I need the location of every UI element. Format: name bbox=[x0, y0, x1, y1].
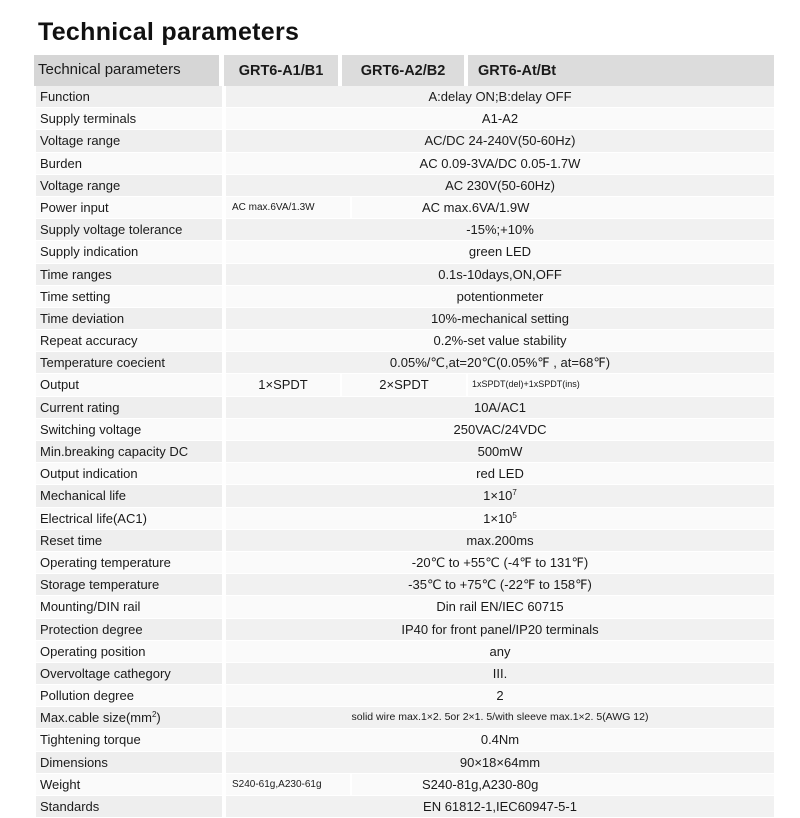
table-row bbox=[36, 397, 774, 419]
output-a2: 2×SPDT bbox=[342, 374, 466, 395]
row-label: Reset time bbox=[36, 530, 222, 551]
row-value: AC/DC 24-240V(50-60Hz) bbox=[226, 130, 774, 151]
row-value: red LED bbox=[226, 463, 774, 484]
row-label: Operating position bbox=[36, 641, 222, 662]
table-row bbox=[36, 663, 774, 685]
row-value: A1-A2 bbox=[226, 108, 774, 129]
table-row bbox=[36, 153, 774, 175]
cable-size-label-end: ) bbox=[156, 710, 161, 726]
parameters-table bbox=[36, 86, 774, 818]
row-label: Mounting/DIN rail bbox=[36, 596, 222, 617]
table-row bbox=[36, 86, 774, 108]
row-value: -35℃ to +75℃ (-22℉ to 158℉) bbox=[226, 574, 774, 595]
row-label: Min.breaking capacity DC bbox=[36, 441, 222, 462]
row-value: 500mW bbox=[226, 441, 774, 462]
row-label: Time deviation bbox=[36, 308, 222, 329]
table-row bbox=[36, 374, 774, 396]
row-label: Overvoltage cathegory bbox=[36, 663, 222, 684]
row-label: Switching voltage bbox=[36, 419, 222, 440]
power-input-a1: AC max.6VA/1.3W bbox=[226, 197, 350, 218]
electrical-life-base: 1×10 bbox=[483, 510, 513, 526]
row-label: Voltage range bbox=[36, 175, 222, 196]
row-label: Current rating bbox=[36, 397, 222, 418]
header-col-grt6-at-bt: GRT6-At/Bt bbox=[468, 55, 774, 86]
row-label: Repeat accuracy bbox=[36, 330, 222, 351]
row-label: Output bbox=[36, 374, 222, 395]
table-row bbox=[36, 352, 774, 374]
table-row bbox=[36, 197, 774, 219]
row-label: Weight bbox=[36, 774, 222, 795]
table-row bbox=[36, 596, 774, 618]
row-label: Burden bbox=[36, 153, 222, 174]
row-label: Temperature coecient bbox=[36, 352, 222, 373]
mechanical-life-base: 1×10 bbox=[483, 488, 513, 504]
row-value: potentionmeter bbox=[226, 286, 774, 307]
row-label: Protection degree bbox=[36, 619, 222, 640]
table-row bbox=[36, 219, 774, 241]
row-label: Pollution degree bbox=[36, 685, 222, 706]
table-row bbox=[36, 530, 774, 552]
row-label: Storage temperature bbox=[36, 574, 222, 595]
row-label: Dimensions bbox=[36, 752, 222, 773]
row-label: Standards bbox=[36, 796, 222, 817]
table-header bbox=[34, 55, 774, 86]
row-label: Tightening torque bbox=[36, 729, 222, 750]
header-label: Technical parameters bbox=[34, 55, 219, 86]
row-value: EN 61812-1,IEC60947-5-1 bbox=[226, 796, 774, 817]
table-row bbox=[36, 463, 774, 485]
mechanical-life-exponent: 7 bbox=[512, 488, 517, 498]
row-value: green LED bbox=[226, 241, 774, 262]
header-col-grt6-a1-b1: GRT6-A1/B1 bbox=[224, 55, 338, 86]
row-value: 0.2%-set value stability bbox=[226, 330, 774, 351]
table-row bbox=[36, 685, 774, 707]
row-label: Voltage range bbox=[36, 130, 222, 151]
row-value: 0.4Nm bbox=[226, 729, 774, 750]
row-value: max.200ms bbox=[226, 530, 774, 551]
table-row bbox=[36, 130, 774, 152]
header-col-grt6-a2-b2: GRT6-A2/B2 bbox=[342, 55, 464, 86]
power-input-a2-at: AC max.6VA/1.9W bbox=[352, 197, 774, 218]
row-label: Supply indication bbox=[36, 241, 222, 262]
row-value: 10A/AC1 bbox=[226, 397, 774, 418]
output-a1: 1×SPDT bbox=[226, 374, 340, 395]
row-value: 250VAC/24VDC bbox=[226, 419, 774, 440]
row-value: A:delay ON;B:delay OFF bbox=[226, 86, 774, 107]
table-row bbox=[36, 619, 774, 641]
weight-a2-at: S240-81g,A230-80g bbox=[352, 774, 774, 795]
table-row bbox=[36, 729, 774, 751]
table-row bbox=[36, 552, 774, 574]
table-row bbox=[36, 330, 774, 352]
cable-size-label: Max.cable size(mm bbox=[40, 710, 152, 726]
table-row bbox=[36, 241, 774, 263]
row-value: -15%;+10% bbox=[226, 219, 774, 240]
row-value bbox=[226, 485, 774, 506]
page-title: Technical parameters bbox=[38, 18, 300, 46]
row-value: Din rail EN/IEC 60715 bbox=[226, 596, 774, 617]
table-row bbox=[36, 574, 774, 596]
row-value: III. bbox=[226, 663, 774, 684]
table-row bbox=[36, 286, 774, 308]
table-row bbox=[36, 796, 774, 818]
weight-a1: S240-61g,A230-61g bbox=[226, 774, 350, 795]
table-row bbox=[36, 752, 774, 774]
output-at: 1xSPDT(del)+1xSPDT(ins) bbox=[468, 374, 774, 395]
table-row bbox=[36, 419, 774, 441]
row-value: 2 bbox=[226, 685, 774, 706]
row-value: AC 0.09-3VA/DC 0.05-1.7W bbox=[226, 153, 774, 174]
table-row bbox=[36, 508, 774, 530]
row-value: IP40 for front panel/IP20 terminals bbox=[226, 619, 774, 640]
table-row bbox=[36, 308, 774, 330]
cable-size-label-exponent: 2 bbox=[151, 710, 157, 720]
table-row bbox=[36, 774, 774, 796]
row-label: Electrical life(AC1) bbox=[36, 508, 222, 529]
row-label bbox=[36, 707, 222, 728]
row-value: -20℃ to +55℃ (-4℉ to 131℉) bbox=[226, 552, 774, 573]
table-row bbox=[36, 485, 774, 507]
row-label: Supply voltage tolerance bbox=[36, 219, 222, 240]
table-row bbox=[36, 175, 774, 197]
row-value: 0.05%/℃,at=20℃(0.05%℉ , at=68℉) bbox=[226, 352, 774, 373]
row-label: Mechanical life bbox=[36, 485, 222, 506]
row-label: Supply terminals bbox=[36, 108, 222, 129]
row-label: Output indication bbox=[36, 463, 222, 484]
row-label: Function bbox=[36, 86, 222, 107]
row-value: any bbox=[226, 641, 774, 662]
row-value: AC 230V(50-60Hz) bbox=[226, 175, 774, 196]
row-label: Time setting bbox=[36, 286, 222, 307]
table-row bbox=[36, 108, 774, 130]
row-value: solid wire max.1×2. 5or 2×1. 5/with sleeve max.1×2. 5(AWG 12) bbox=[226, 707, 774, 728]
row-value: 90×18×64mm bbox=[226, 752, 774, 773]
table-row bbox=[36, 707, 774, 729]
row-value bbox=[226, 508, 774, 529]
row-value: 0.1s-10days,ON,OFF bbox=[226, 264, 774, 285]
table-row bbox=[36, 441, 774, 463]
row-label: Power input bbox=[36, 197, 222, 218]
row-value: 10%-mechanical setting bbox=[226, 308, 774, 329]
table-row bbox=[36, 264, 774, 286]
row-label: Operating temperature bbox=[36, 552, 222, 573]
row-label: Time ranges bbox=[36, 264, 222, 285]
electrical-life-exponent: 5 bbox=[512, 510, 517, 520]
table-row bbox=[36, 641, 774, 663]
